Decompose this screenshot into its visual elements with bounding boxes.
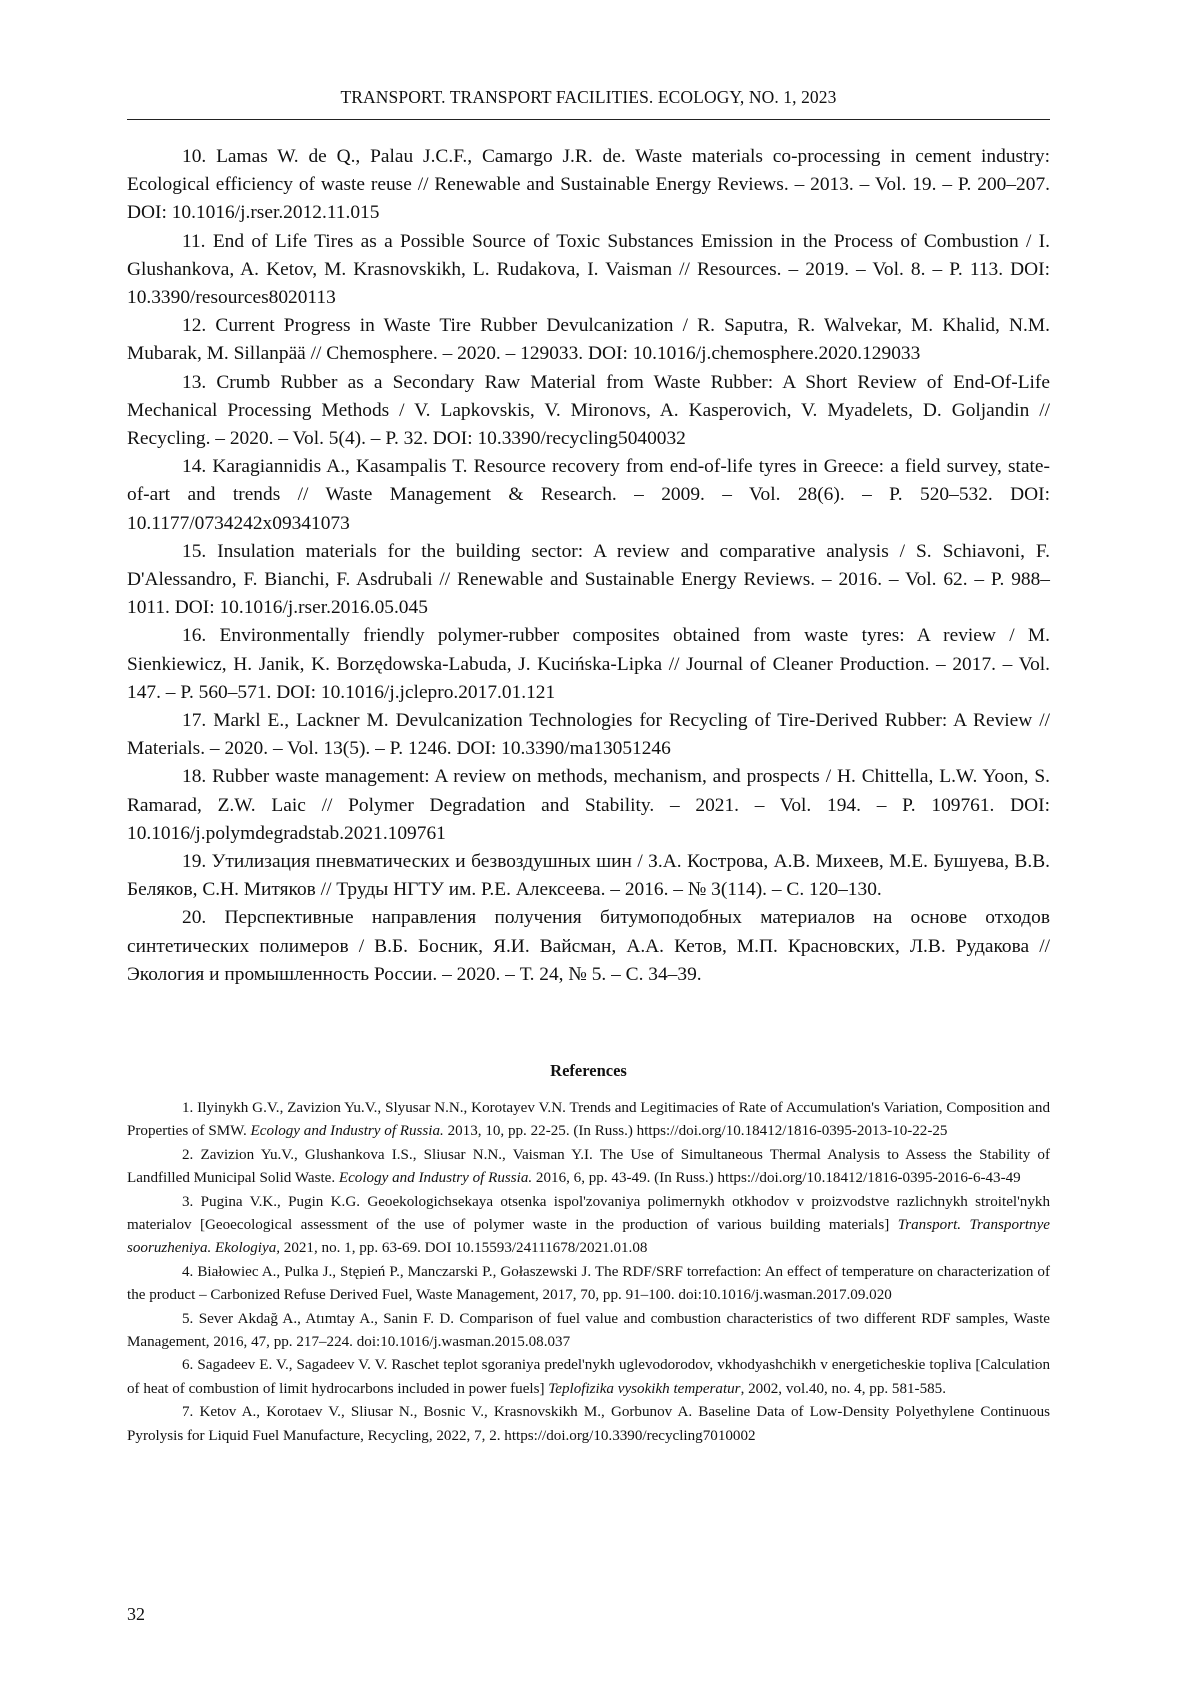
- reference-item: 15. Insulation materials for the building sector: A review and comparative analysis / S. Schiavoni, F. D'Alessandro, F. Bianchi, F. Asdrubali // Renewable and Sustainable Energy Reviews. – 2016. – Vol. 62. – P. 988–1011. DOI: 10.1016/j.rser.2016.05.045: [127, 538, 1050, 623]
- reference-item: 11. End of Life Tires as a Possible Source of Toxic Substances Emission in the Process of Combustion / I. Glushankova, A. Ketov, M. Krasnovskikh, L. Rudakova, I. Vaisman // Resources. – 2019. – Vol. 8. – P. 113. DOI: 10.3390/resources8020113: [127, 228, 1050, 313]
- reference-list-original: [127, 143, 1050, 989]
- reference-text: 1. Ilyinykh G.V., Zavizion Yu.V., Slyusar N.N., Korotayev V.N. Trends and Legitimacies of Rate of Accumulation's Variation, Composition and Properties of SMW.: [127, 1100, 1050, 1139]
- references-heading: References: [127, 1061, 1050, 1081]
- english-reference-item: [127, 1191, 1050, 1261]
- reference-text: 7. Ketov A., Korotaev V., Sliusar N., Bosnic V., Krasnovskikh M., Gorbunov A. Baseline Data of Low-Density Polyethylene Continuous Pyrolysis for Liquid Fuel Manufacture, Recycling, 2022, 7, 2. https://doi.org/10.3390/recycling7010002: [127, 1404, 1050, 1443]
- english-reference-item: [127, 1261, 1050, 1308]
- reference-item: 12. Current Progress in Waste Tire Rubber Devulcanization / R. Saputra, R. Walvekar, M. Khalid, N.M. Mubarak, M. Sillanpää // Chemosphere. – 2020. – 129033. DOI: 10.1016/j.chemosphere.2020.129033: [127, 312, 1050, 368]
- english-reference-item: [127, 1308, 1050, 1355]
- reference-item: 17. Markl E., Lackner M. Devulcanization Technologies for Recycling of Tire-Derived Rubber: A Review // Materials. – 2020. – Vol. 13(5). – P. 1246. DOI: 10.3390/ma13051246: [127, 707, 1050, 763]
- reference-item: 16. Environmentally friendly polymer-rubber composites obtained from waste tyres: A review / M. Sienkiewicz, H. Janik, K. Borzędowska-Labuda, J. Kucińska-Lipka // Journal of Cleaner Production. – 2017. – Vol. 147. – P. 560–571. DOI: 10.1016/j.jclepro.2017.01.121: [127, 622, 1050, 707]
- journal-title: Ecology and Industry of Russia.: [251, 1123, 444, 1139]
- reference-text: 4. Białowiec A., Pulka J., Stępień P., Manczarski P., Gołaszewski J. The RDF/SRF torrefaction: An effect of temperature on characterization of the product – Carbonized Refuse Derived Fuel, Waste Management, 2017, 70, pp. 91–100. doi:10.1016/j.wasman.2017.09.020: [127, 1264, 1050, 1303]
- reference-text: 2016, 6, pp. 43-49. (In Russ.) https://doi.org/10.18412/1816-0395-2016-6-43-49: [532, 1170, 1021, 1186]
- reference-item: 19. Утилизация пневматических и безвоздушных шин / З.А. Кострова, А.В. Михеев, М.Е. Бушуева, В.В. Беляков, С.Н. Митяков // Труды НГТУ им. Р.Е. Алексеева. – 2016. – № 3(114). – С. 120–130.: [127, 848, 1050, 904]
- reference-item: 20. Перспективные направления получения битумоподобных материалов на основе отходов синтетических полимеров / В.Б. Босник, Я.И. Вайсман, А.А. Кетов, М.П. Красновских, Л.В. Рудакова // Экология и промышленность России. – 2020. – Т. 24, № 5. – С. 34–39.: [127, 904, 1050, 989]
- reference-item: 10. Lamas W. de Q., Palau J.C.F., Camargo J.R. de. Waste materials co-processing in cement industry: Ecological efficiency of waste reuse // Renewable and Sustainable Energy Reviews. – 2013. – Vol. 19. – P. 200–207. DOI: 10.1016/j.rser.2012.11.015: [127, 143, 1050, 228]
- english-reference-item: [127, 1097, 1050, 1144]
- reference-text: , 2002, vol.40, no. 4, pp. 581-585.: [741, 1381, 946, 1397]
- page: [127, 0, 1050, 1698]
- english-reference-item: [127, 1354, 1050, 1401]
- english-reference-item: [127, 1401, 1050, 1448]
- reference-text: 2. Zavizion Yu.V., Glushankova I.S., Sliusar N.N., Vaisman Y.I. The Use of Simultaneous Thermal Analysis to Assess the Stability of Landfilled Municipal Solid Waste.: [127, 1147, 1050, 1186]
- reference-text: 3. Pugina V.K., Pugin K.G. Geoekologichsekaya otsenka ispol'zovaniya polimernykh otkhodov v proizvodstve razlichnykh stroitel'nykh materialov [Geoecological assessment of the use of polymer waste in the production of various building materials]: [127, 1194, 1050, 1233]
- running-header: TRANSPORT. TRANSPORT FACILITIES. ECOLOGY, NO. 1, 2023: [127, 87, 1050, 108]
- page-number: 32: [127, 1604, 145, 1625]
- reference-text: 2021, no. 1, pp. 63-69. DOI 10.15593/24111678/2021.01.08: [280, 1240, 647, 1256]
- reference-text: 2013, 10, pp. 22-25. (In Russ.) https://doi.org/10.18412/1816-0395-2013-10-22-25: [444, 1123, 948, 1139]
- reference-item: 13. Crumb Rubber as a Secondary Raw Material from Waste Rubber: A Short Review of End-Of-Life Mechanical Processing Methods / V. Lapkovskis, V. Mironovs, A. Kasperovich, V. Myadelets, D. Goljandin // Recycling. – 2020. – Vol. 5(4). – P. 32. DOI: 10.3390/recycling5040032: [127, 369, 1050, 454]
- reference-item: 18. Rubber waste management: A review on methods, mechanism, and prospects / H. Chittella, L.W. Yoon, S. Ramarad, Z.W. Laic // Polymer Degradation and Stability. – 2021. – Vol. 194. – P. 109761. DOI: 10.1016/j.polymdegradstab.2021.109761: [127, 763, 1050, 848]
- journal-title: Ecology and Industry of Russia.: [339, 1170, 532, 1186]
- reference-list-english: [127, 1097, 1050, 1448]
- english-reference-item: [127, 1144, 1050, 1191]
- reference-item: 14. Karagiannidis A., Kasampalis T. Resource recovery from end-of-life tyres in Greece: a field survey, state-of-art and trends // Waste Management & Research. – 2009. – Vol. 28(6). – P. 520–532. DOI: 10.1177/0734242x09341073: [127, 453, 1050, 538]
- header-divider: [127, 119, 1050, 120]
- reference-text: 6. Sagadeev E. V., Sagadeev V. V. Raschet teplot sgoraniya predel'nykh uglevodorodov, vkhodyashchikh v energeticheskie topliva [Calculation of heat of combustion of limit hydrocarbons included in power fuels]: [127, 1357, 1050, 1396]
- journal-title: Transport. Transportnye sooruzheniya. Ekologiya,: [127, 1217, 1050, 1256]
- reference-text: 5. Sever Akdağ A., Atımtay A., Sanin F. D. Comparison of fuel value and combustion characteristics of two different RDF samples, Waste Management, 2016, 47, pp. 217–224. doi:10.1016/j.wasman.2015.08.037: [127, 1311, 1050, 1350]
- journal-title: Teplofizika vysokikh temperatur: [548, 1381, 740, 1397]
